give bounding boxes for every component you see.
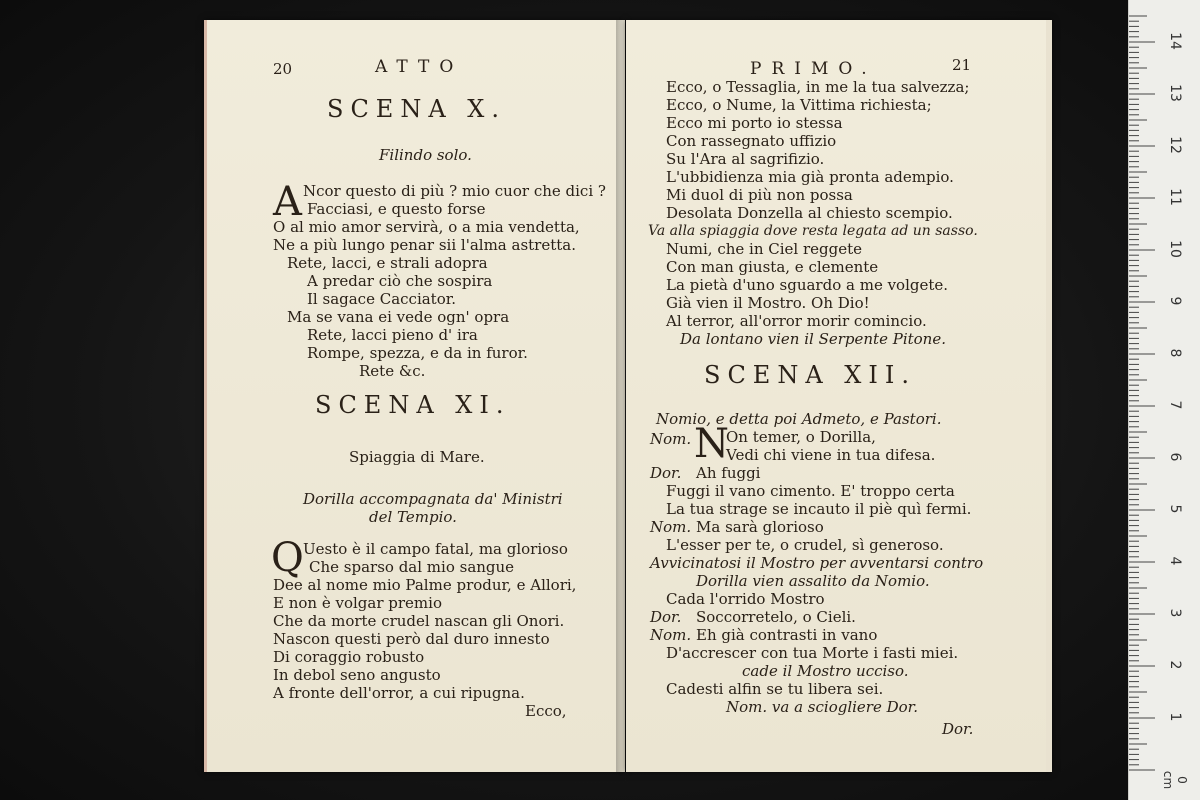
dialogue-line: Cadesti alfin se tu libera sei. xyxy=(666,680,884,698)
speaker-label: Nom. xyxy=(650,518,692,536)
scene-x-stage: Filindo solo. xyxy=(379,146,472,164)
verse-line: La pietà d'uno sguardo a me volgete. xyxy=(666,276,949,294)
ruler-number: 8 xyxy=(1167,348,1183,358)
dialogue-line: L'esser per te, o crudel, sì generoso. xyxy=(666,536,944,554)
verse-line: Ecco, o Nume, la Vittima richiesta; xyxy=(666,96,932,114)
ruler-number: 7 xyxy=(1167,400,1183,410)
measurement-ruler xyxy=(1128,0,1200,800)
verse-line: Dee al nome mio Palme produr, e Allori, xyxy=(273,576,577,594)
stage-direction: cade il Mostro ucciso. xyxy=(742,662,909,680)
scene-xii-stage: Nomio, e detta poi Admeto, e Pastori. xyxy=(656,410,942,428)
verse-line: Rete &c. xyxy=(359,362,426,380)
dialogue-line: Vedi chi viene in tua difesa. xyxy=(726,446,936,464)
dialogue-line: Cada l'orrido Mostro xyxy=(666,590,825,608)
speaker-label: Nom. xyxy=(650,430,692,448)
verse-line: Con man giusta, e clemente xyxy=(666,258,879,276)
scene-xi-setting: Spiaggia di Mare. xyxy=(349,448,485,466)
right-page xyxy=(626,20,1052,772)
dialogue-line: Eh già contrasti in vano xyxy=(696,626,878,644)
dialogue-line: On temer, o Dorilla, xyxy=(726,428,876,446)
ruler-number: 6 xyxy=(1167,452,1183,462)
stage-direction: Dorilla vien assalito da Nomio. xyxy=(696,572,930,590)
stage-direction: Avvicinatosi il Mostro per avventarsi contro xyxy=(650,554,984,572)
scene-x-title: SCENA X. xyxy=(327,95,506,123)
verse-line: O al mio amor servirà, o a mia vendetta, xyxy=(273,218,580,236)
open-book xyxy=(198,20,1058,772)
stage-direction: Nom. va a sciogliere Dor. xyxy=(726,698,918,716)
catchword-right: Dor. xyxy=(942,720,974,738)
stage-direction: Da lontano vien il Serpente Pitone. xyxy=(680,330,946,348)
verse-line: Ma se vana ei vede ogn' opra xyxy=(287,308,510,326)
verse-line: L'ubbidienza mia già pronta adempio. xyxy=(666,168,954,186)
ruler-unit: 0 cm xyxy=(1161,770,1189,790)
drop-cap-a: A xyxy=(273,179,302,225)
ruler-number: 13 xyxy=(1167,84,1183,102)
ruler-number: 3 xyxy=(1167,608,1183,618)
verse-line: Su l'Ara al sagrifizio. xyxy=(666,150,825,168)
speaker-label: Dor. xyxy=(650,608,682,626)
ruler-number: 10 xyxy=(1167,240,1183,258)
ruler-number: 11 xyxy=(1167,188,1183,206)
verse-line: Ecco mi porto io stessa xyxy=(666,114,843,132)
verse-line: Mi duol di più non possa xyxy=(666,186,853,204)
running-head-right: PRIMO. xyxy=(750,59,877,79)
scene-xi-stage: del Tempio. xyxy=(369,508,457,526)
verse-line: A fronte dell'orror, a cui ripugna. xyxy=(273,684,525,702)
verse-line: Di coraggio robusto xyxy=(273,648,425,666)
verse-line: Già vien il Mostro. Oh Dio! xyxy=(666,294,870,312)
verse-line: Facciasi, e questo forse xyxy=(307,200,486,218)
verse-line: Ne a più lungo penar sii l'alma astretta. xyxy=(273,236,576,254)
ruler-number: 14 xyxy=(1167,32,1183,50)
verse-line: A predar ciò che sospira xyxy=(307,272,493,290)
verse-line: Ecco, o Tessaglia, in me la tua salvezza; xyxy=(666,78,970,96)
ruler-ticks xyxy=(1129,0,1200,800)
verse-line: Ncor questo di più ? mio cuor che dici ? xyxy=(303,182,606,200)
verse-line: Che sparso dal mio sangue xyxy=(309,558,515,576)
speaker-label: Dor. xyxy=(650,464,682,482)
verse-line: E non è volgar premio xyxy=(273,594,442,612)
verse-line: Nascon questi però dal duro innesto xyxy=(273,630,550,648)
ruler-number: 2 xyxy=(1167,660,1183,670)
dialogue-line: La tua strage se incauto il piè quì fermi. xyxy=(666,500,972,518)
verse-line: Rompe, spezza, e da in furor. xyxy=(307,344,528,362)
verse-line: Che da morte crudel nascan gli Onori. xyxy=(273,612,565,630)
verse-line: Rete, lacci pieno d' ira xyxy=(307,326,478,344)
drop-cap-n: N xyxy=(694,421,729,467)
dialogue-line: D'accrescer con tua Morte i fasti miei. xyxy=(666,644,959,662)
verse-line: Numi, che in Ciel reggete xyxy=(666,240,863,258)
speaker-label: Nom. xyxy=(650,626,692,644)
dialogue-line: Soccorretelo, o Cieli. xyxy=(696,608,856,626)
stage-direction: Va alla spiaggia dove resta legata ad un sasso. xyxy=(648,223,978,239)
page-number-left: 20 xyxy=(273,60,293,78)
dialogue-line: Ma sarà glorioso xyxy=(696,518,824,536)
verse-line: Il sagace Cacciator. xyxy=(307,290,457,308)
catchword-left: Ecco, xyxy=(525,702,567,720)
ruler-number: 9 xyxy=(1167,296,1183,306)
scene-xi-title: SCENA XI. xyxy=(315,391,511,419)
dialogue-line: Fuggi il vano cimento. E' troppo certa xyxy=(666,482,955,500)
dialogue-line: Ah fuggi xyxy=(696,464,761,482)
verse-line: Uesto è il campo fatal, ma glorioso xyxy=(303,540,568,558)
left-page xyxy=(204,20,625,772)
verse-line: Con rassegnato uffizio xyxy=(666,132,837,150)
verse-line: Al terror, all'orror morir comincio. xyxy=(666,312,927,330)
ruler-number: 4 xyxy=(1167,556,1183,566)
ruler-number: 12 xyxy=(1167,136,1183,154)
ruler-number: 5 xyxy=(1167,504,1183,514)
page-number-right: 21 xyxy=(952,56,972,74)
verse-line: In debol seno angusto xyxy=(273,666,441,684)
drop-cap-q: Q xyxy=(271,535,304,581)
verse-line: Rete, lacci, e strali adopra xyxy=(287,254,488,272)
scene-xi-stage: Dorilla accompagnata da' Ministri xyxy=(303,490,563,508)
ruler-number: 1 xyxy=(1167,712,1183,722)
verse-line: Desolata Donzella al chiesto scempio. xyxy=(666,204,953,222)
running-head-left: ATTO xyxy=(375,57,464,77)
scene-xii-title: SCENA XII. xyxy=(704,361,916,389)
